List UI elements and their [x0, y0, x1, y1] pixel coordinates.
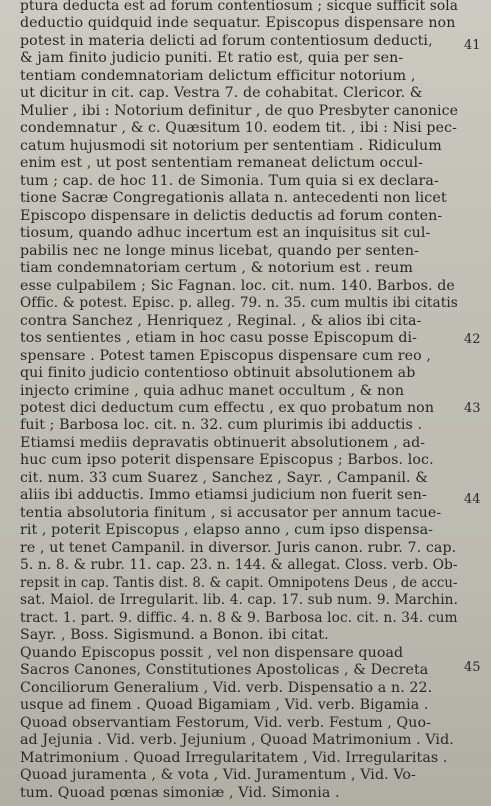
text-line: tum ; cap. de hoc 11. de Simonia. Tum quia si ex declara- [20, 172, 439, 189]
text-line: rit , poterit Episcopus , elapso anno , cum ipso dispensa- [20, 522, 434, 539]
text-line: tione Sacræ Congregationis allata n. antecedenti non licet [20, 190, 447, 207]
text-line: cit. num. 33 cum Suarez , Sanchez , Sayr. , Campanil. & [20, 469, 428, 486]
text-line: deductio quidquid inde sequatur. Episcopus dispensare non [20, 15, 456, 32]
text-line: sat. Maiol. de Irregularit. lib. 4. cap. 17. sub num. 9. Marchin. [20, 592, 459, 609]
text-line: enim est , ut post sententiam remaneat delictum occul- [20, 155, 424, 172]
text-line: aliis ibi adductis. Immo etiamsi judicium non fuerit sen- [20, 487, 427, 504]
text-line: Quando Episcopus possit , vel non dispensare quoad [20, 644, 404, 661]
text-line: spensare . Potest tamen Episcopus dispensare cum reo , [20, 347, 431, 364]
text-line: esse culpabilem ; Sic Fagnan. loc. cit. num. 140. Barbos. de [20, 277, 455, 294]
margin-paragraph-number: 43 [464, 401, 481, 416]
text-line: Quoad juramenta , & vota , Vid. Juramentum , Vid. Vo- [20, 767, 416, 784]
text-line: repsit in cap. Tantis dist. 8. & capit. Omnipotens Deus , de accu- [20, 574, 458, 591]
text-line: tum. Quoad pœnas simoniæ , Vid. Simonia . [20, 784, 340, 801]
text-line: & jam finito judicio puniti. Et ratio est, quia per sen- [20, 50, 404, 67]
text-line: Etiamsi mediis depravatis obtinuerit absolutionem , ad- [20, 434, 426, 451]
text-line: Sayr. , Boss. Sigismund. a Bonon. ibi citat. [20, 627, 329, 644]
text-line: 5. n. 8. & rubr. 11. cap. 23. n. 144. & allegat. Closs. verb. Ob- [20, 557, 458, 574]
text-line: Matrimonium . Quoad Irregularitatem , Vid. Irregularitas . [20, 749, 448, 766]
text-line: ptura deducta est ad forum contentiosum ; sicque sufficit sola [20, 0, 458, 14]
margin-paragraph-number: 41 [464, 38, 481, 53]
text-line: tentia absolutoria finitum , si accusator per annum tacue- [20, 504, 442, 521]
text-line: Conciliorum Generalium , Vid. verb. Dispensatio a n. 22. [20, 679, 433, 696]
margin-paragraph-number: 42 [464, 332, 481, 347]
margin-paragraph-number: 45 [464, 660, 481, 675]
text-line: tract. 1. part. 9. diffic. 4. n. 8 & 9. Barbosa loc. cit. n. 34. cum [20, 609, 458, 626]
text-line: huc cum ipso poterit dispensare Episcopus ; Barbos. loc. [20, 452, 434, 469]
text-line: tiosum, quando adhuc incertum est an inquisitus sit cul- [20, 225, 431, 242]
text-line: ut dicitur in cit. cap. Vestra 7. de cohabitat. Clericor. & [20, 85, 423, 102]
text-line: tos sentientes , etiam in hoc casu posse Episcopum di- [20, 330, 418, 347]
text-line: Episcopo dispensare in delictis deductis ad forum conten- [20, 207, 443, 224]
text-line: Quoad observantiam Festorum, Vid. verb. Festum , Quo- [20, 714, 431, 731]
text-line: pabilis nec ne longe minus licebat, quando per senten- [20, 242, 419, 259]
text-line: qui finito judicio contentioso obtinuit absolutionem ab [20, 365, 416, 382]
text-line: Offic. & potest. Episc. p. alleg. 79. n. 35. cum multis ibi citatis [20, 295, 458, 312]
text-line: fuit ; Barbosa loc. cit. n. 32. cum plurimis ibi adductis . [20, 417, 423, 434]
text-line: Mulier , ibi : Notorium definitur , de quo Presbyter canonice [20, 102, 459, 119]
text-line: contra Sanchez , Henriquez , Reginal. , & alios ibi cita- [20, 312, 422, 329]
text-line: tentiam condemnatoriam delictum efficitur notorium , [20, 67, 416, 84]
text-line: catum hujusmodi sit notorium per sententiam . Ridiculum [20, 137, 442, 154]
text-line: potest dici deductum cum effectu , ex quo probatum non [20, 400, 435, 416]
text-line: tiam condemnatoriam certum , & notorium est . reum [20, 260, 413, 277]
text-line: ad Jejunia . Vid. verb. Jejunium , Quoad Matrimonium . Vid. [20, 732, 454, 749]
text-line: injecto crimine , quia adhuc manet occultum , & non [20, 382, 405, 399]
text-line: usque ad finem . Quoad Bigamiam , Vid. verb. Bigamia . [20, 697, 429, 714]
margin-paragraph-number: 44 [464, 492, 481, 507]
text-line: Sacros Canones, Constitutiones Apostolicas , & Decreta [20, 662, 429, 679]
text-line: condemnatur , & c. Quæsitum 10. eodem tit. , ibi : Nisi pec- [20, 120, 458, 137]
text-line: re , ut tenet Campanil. in diversor. Juris canon. rubr. 7. cap. [20, 539, 457, 556]
text-line: potest in materia delicti ad forum contentiosum deducti, [20, 32, 433, 49]
